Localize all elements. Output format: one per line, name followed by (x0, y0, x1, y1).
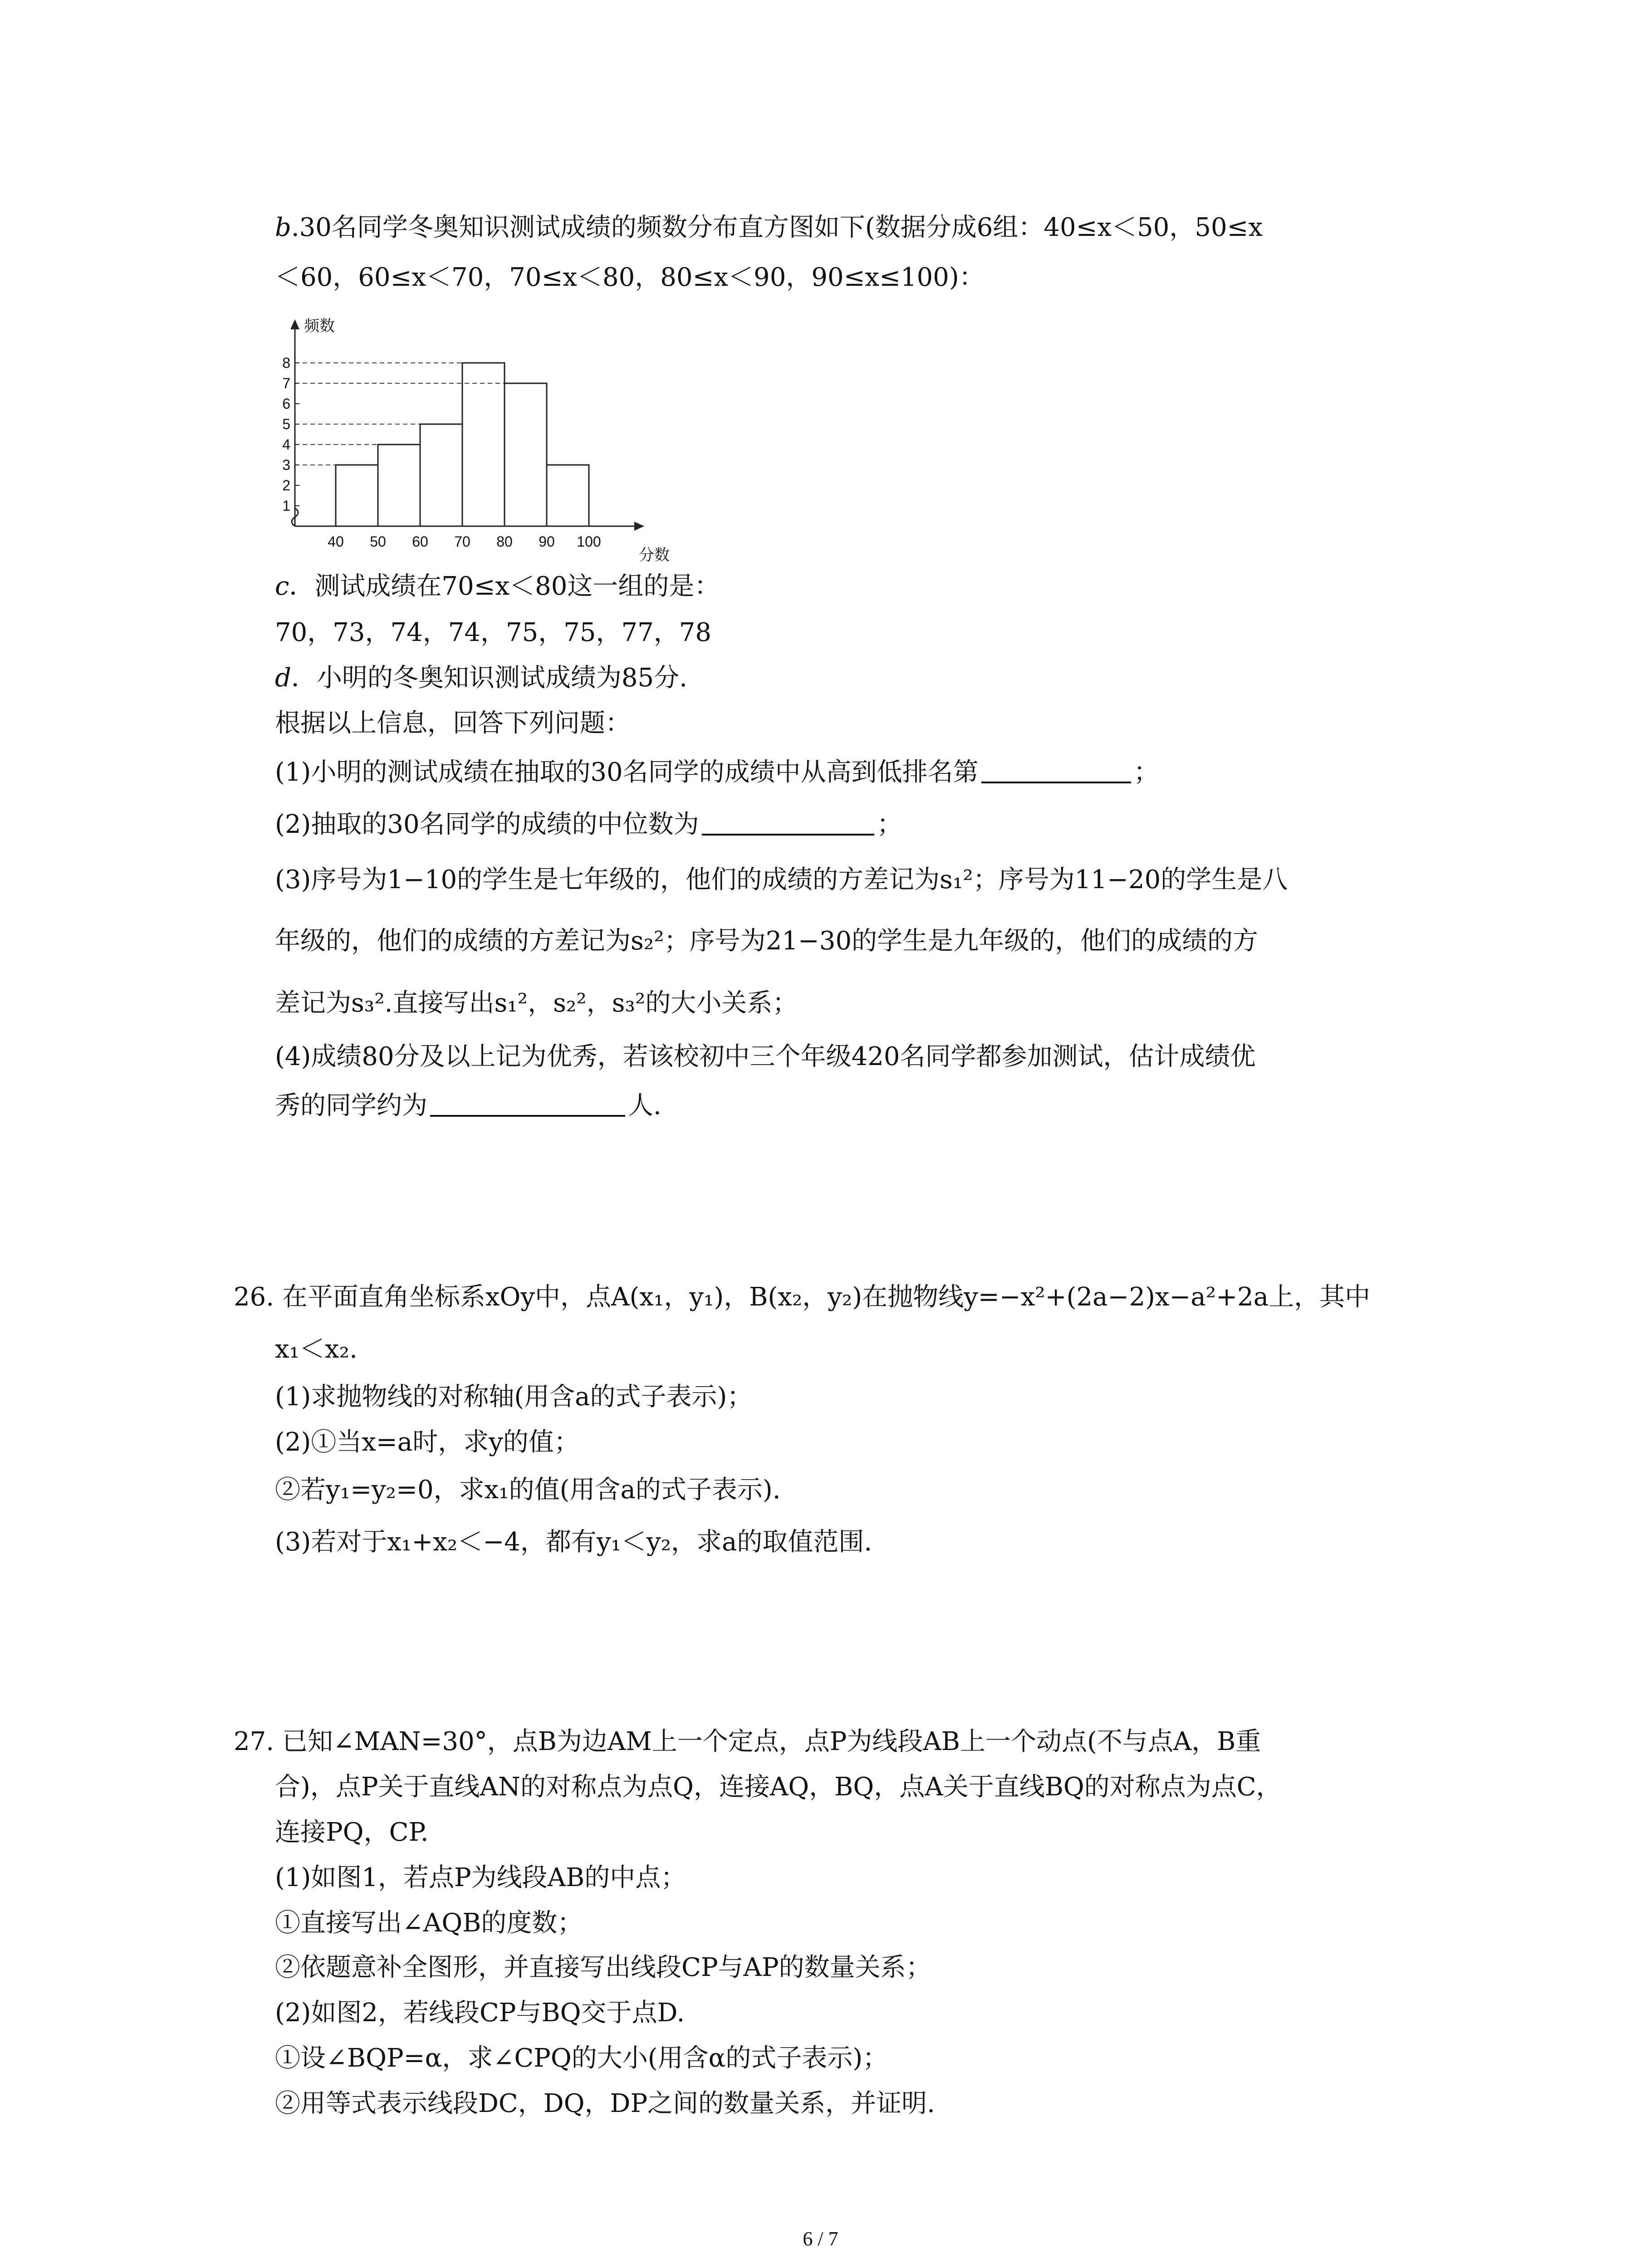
bar-60-70 (420, 424, 462, 526)
q25-prompt: 根据以上信息，回答下列问题： (275, 709, 631, 738)
q25-item3-line3: 差记为s₃².直接写出s₁²，s₂²，s₃²的大小关系； (275, 988, 798, 1018)
q25-item4-text: 秀的同学约为 (275, 1091, 427, 1120)
q25-c-values: 70，73，74，74，75，75，77，78 (275, 618, 712, 647)
histogram-svg (263, 313, 717, 585)
q25-item1-text: (1)小明的测试成绩在抽取的30名同学的成绩中从高到低排名第 (275, 758, 979, 787)
x-tick-label-70: 70 (454, 533, 470, 550)
q27-part2a: ①设∠BQP=α，求∠CPQ的大小(用含α的式子表示)； (275, 2043, 888, 2073)
bar-80-90 (505, 383, 547, 526)
q25-c-text: ．测试成绩在70≤x＜80这一组的是： (289, 572, 720, 601)
x-tick-label-80: 80 (496, 533, 513, 550)
y-tick-label-3: 3 (282, 457, 290, 473)
y-tick-label-1: 1 (282, 498, 290, 514)
q25-item2-text: (2)抽取的30名同学的成绩的中位数为 (275, 810, 699, 839)
q27-part2: (2)如图2，若线段CP与BQ交于点D. (275, 1998, 685, 2028)
q27-part1: (1)如图1，若点P为线段AB的中点； (275, 1863, 686, 1892)
y-tick-label-5: 5 (282, 416, 290, 432)
bar-70-80 (462, 363, 505, 526)
x-tick-label-90: 90 (539, 533, 555, 550)
y-tick-label-7: 7 (282, 375, 290, 391)
q26-part2b: ②若y₁=y₂=0，求x₁的值(用含a的式子表示). (275, 1475, 781, 1505)
x-tick-label-50: 50 (370, 533, 386, 550)
q25-item4-end: 人. (628, 1091, 661, 1120)
answer-blank-4[interactable] (430, 1090, 625, 1117)
q25-c-line (275, 568, 720, 605)
q27-line2: 合)，点P关于直线AN的对称点为点Q，连接AQ，BQ，点A关于直线BQ的对称点为点C， (275, 1772, 1282, 1802)
q25-d-letter: d (275, 663, 291, 693)
q26-part1: (1)求抛物线的对称轴(用含a的式子表示)； (275, 1382, 753, 1412)
q25-d-text: ．小明的冬奥知识测试成绩为85分. (291, 663, 687, 693)
x-tick-label-40: 40 (328, 533, 344, 550)
q26-part2a: (2)①当x=a时，求y的值； (275, 1427, 579, 1457)
q27-text1: 已知∠MAN=30°，点B为边AM上一个定点，点P为线段AB上一个动点(不与点A，B重 (282, 1727, 1261, 1756)
q26-number: 26. (234, 1282, 274, 1312)
y-axis-arrow (290, 319, 299, 329)
x-axis-label: 分数 (639, 547, 670, 564)
answer-blank-1[interactable] (981, 756, 1131, 783)
q25-item2 (275, 807, 902, 843)
q27-line1 (234, 1724, 1261, 1760)
q27-part1a: ①直接写出∠AQB的度数； (275, 1908, 583, 1938)
q26-part3: (3)若对于x₁+x₂＜−4，都有y₁＜y₂，求a的取值范围. (275, 1527, 872, 1557)
y-tick-label-2: 2 (282, 477, 290, 494)
bar-40-50 (336, 465, 378, 526)
q27-line3: 连接PQ，CP. (275, 1818, 429, 1847)
q25-b-text1: .30名同学冬奥知识测试成绩的频数分布直方图如下(数据分成6组：40≤x＜50，50≤x (291, 213, 1263, 242)
q26-text1: 在平面直角坐标系xOy中，点A(x₁，y₁)，B(x₂，y₂)在抛物线y=−x²+(2a−2)x−a²+2a上，其中 (282, 1282, 1371, 1312)
q25-item1 (275, 754, 1159, 791)
q26-line2: x₁＜x₂. (275, 1334, 358, 1364)
q27-number: 27. (234, 1727, 274, 1756)
histogram (263, 313, 717, 585)
q25-item4-line1: (4)成绩80分及以上记为优秀，若该校初中三个年级420名同学都参加测试，估计成绩优 (275, 1042, 1256, 1071)
x-tick-label-60: 60 (412, 533, 428, 550)
q27-part1b: ②依题意补全图形，并直接写出线段CP与AP的数量关系； (275, 1953, 931, 1982)
page-number: 6 / 7 (803, 2228, 838, 2250)
q25-item2-end: ； (877, 810, 902, 839)
q25-b-line1 (275, 210, 1263, 246)
x-tick-label-100: 100 (577, 533, 601, 550)
y-tick-label-6: 6 (282, 396, 290, 412)
q25-d-line (275, 660, 687, 696)
q25-c-letter: c (275, 572, 289, 601)
q25-b-letter: b (275, 213, 291, 242)
q25-b-line2: ＜60，60≤x＜70，70≤x＜80，80≤x＜90，90≤x≤100)： (275, 263, 985, 292)
x-axis-arrow (634, 522, 644, 531)
q25-item3-line2: 年级的，他们的成绩的方差记为s₂²；序号为21−30的学生是九年级的，他们的成绩的方 (275, 926, 1259, 956)
q25-item3-line1: (3)序号为1−10的学生是七年级的，他们的成绩的方差记为s₁²；序号为11−20的学生是八 (275, 865, 1288, 894)
y-tick-label-8: 8 (282, 355, 290, 371)
bar-90-100 (547, 465, 589, 526)
bar-50-60 (378, 445, 420, 526)
q25-item4-line2 (275, 1088, 661, 1124)
q26-line1 (234, 1279, 1370, 1315)
q25-item1-end: ； (1133, 758, 1159, 787)
answer-blank-2[interactable] (702, 808, 874, 836)
q27-part2b: ②用等式表示线段DC，DQ，DP之间的数量关系，并证明. (275, 2089, 935, 2118)
y-axis-label: 频数 (304, 318, 335, 335)
y-tick-label-4: 4 (282, 436, 290, 453)
